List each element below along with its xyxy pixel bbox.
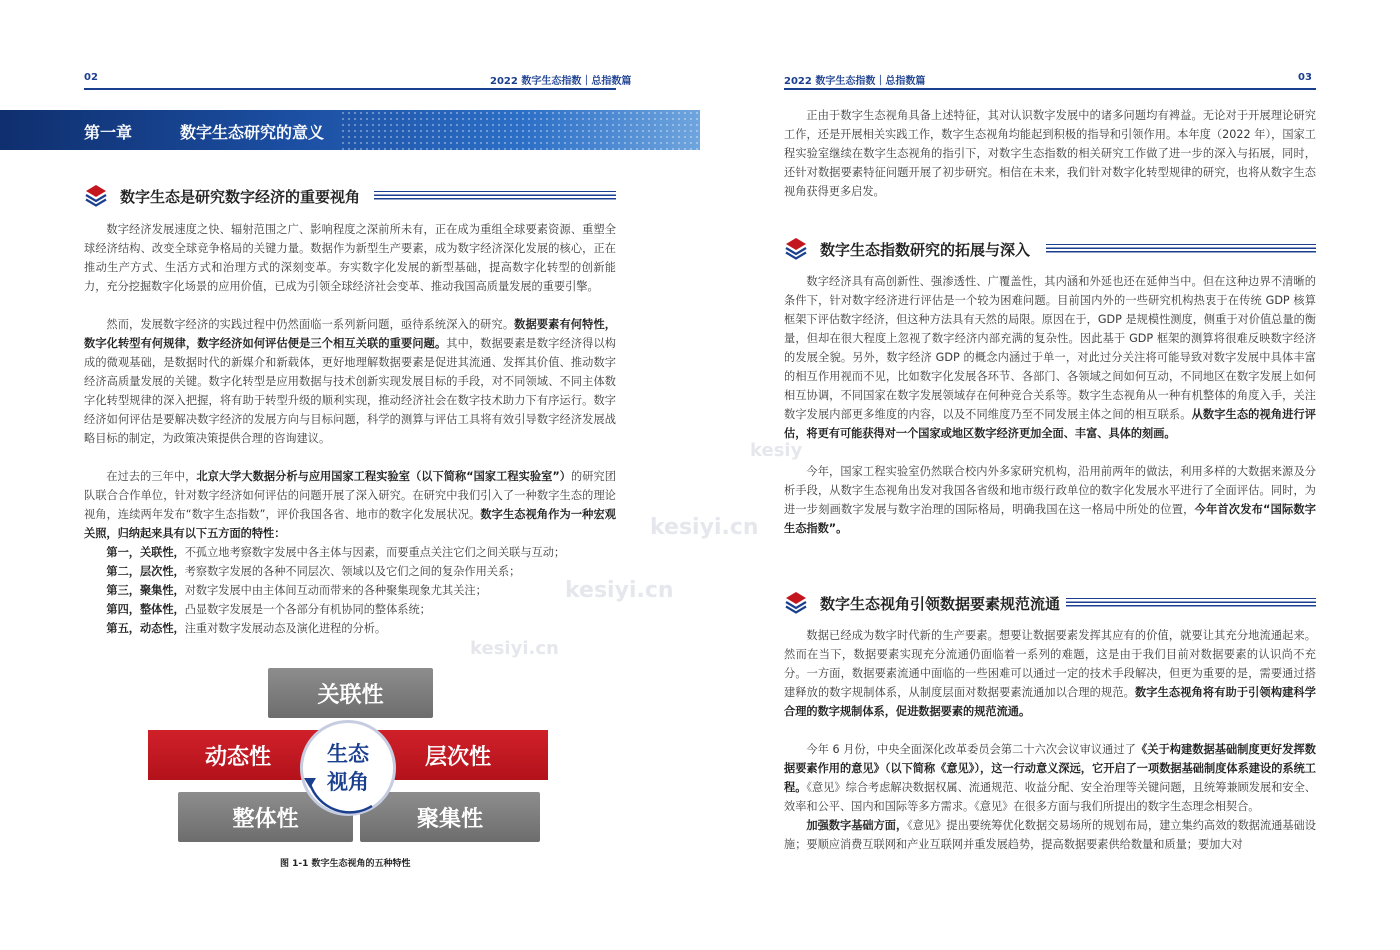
page-number-right: 03 <box>1298 72 1312 83</box>
section-decor-lines <box>374 191 616 200</box>
text-run: 其中，数据要素是数字经济得以构成的微观基础，是数据时代的新媒介和新载体，更好地理解数据要素是促进其流通、发挥其价值、推动数字经济高质量发展的关键。数字化转型是应用数据与技术创新实现发展目标的手段，对不同领域、不同主体数字化转型规律的深入把握，将有助于转型升级的顺利实现，推动经济社会在数字技术助力下有序运行。数字经济如何评估是要解决数字经济的发展方向与目标问题，科学的测算与评估工具将有效引导数字经济发展战略目标的制定，为政策决策提供合理的咨询建议。 <box>84 337 616 445</box>
watermark-text: kesiy <box>750 440 803 461</box>
section2-body <box>784 272 1316 538</box>
feature-lead: 第五，动态性， <box>106 622 185 635</box>
right-page <box>700 0 1400 950</box>
section-title: 数字生态指数研究的拓展与深入 <box>820 241 1031 259</box>
feature-text: 对数字发展中由主体间互动而带来的各种聚集现象尤其关注； <box>184 584 487 597</box>
bold-text-run: 北京大学大数据分析与应用国家工程实验室（以下简称“国家工程实验室”） <box>196 470 572 483</box>
figure-center-line1: 生态 <box>327 742 369 766</box>
bold-text-run: 今年首次发布“国际数字生态指数”。 <box>784 503 1316 535</box>
header-rule-left <box>84 88 616 90</box>
bold-text-run: 数字生态视角将有助于引领构建科学合理的数字规制体系，促进数据要素的规范流通。 <box>784 686 1316 718</box>
feature-item <box>84 581 616 600</box>
section1-body <box>84 220 616 638</box>
running-head-left: 2022 数字生态指数｜总指数篇 <box>490 76 632 87</box>
section3-body <box>784 626 1316 854</box>
figure-box-left: 动态性 <box>148 730 328 780</box>
feature-text: 不孤立地考察数字发展中各主体与因素，而要重点关注它们之间关联与互动； <box>184 546 566 559</box>
watermark-text: kesiyi.cn <box>470 638 559 659</box>
chapter-label: 第一章 <box>84 123 133 142</box>
bold-text-run: 数据要素有何特性，数字化转型有何规律，数字经济如何评估便是三个相互关联的重要问题。 <box>84 318 616 350</box>
figure-center-line2: 视角 <box>327 770 369 794</box>
section-title: 数字生态是研究数字经济的重要视角 <box>120 188 361 206</box>
section-heading-3 <box>784 590 1316 616</box>
banner-dot-pattern <box>340 110 700 150</box>
section-decor-lines <box>1046 244 1316 253</box>
text-run: 数据已经成为数字时代新的生产要素。想要让数据要素发挥其应有的价值，就要让其充分地流通起来。然而在当下，数据要素实现充分流通仍面临着一系列的难题，这是由于我们目前对数据要素的认识尚不充分。一方面，数据要素流通中面临的一些困难可以通过一定的技术手段解决，但更为重要的是，需要通过搭建释放的数字规制体系，从制度层面对数据要素流通加以合理的规范。 <box>784 629 1316 699</box>
feature-item <box>84 619 616 638</box>
layers-icon <box>784 236 808 262</box>
figure-box-bottom-left: 整体性 <box>178 792 353 842</box>
running-head-right: 2022 数字生态指数｜总指数篇 <box>784 76 926 87</box>
text-run: 在过去的三年中， <box>106 470 197 483</box>
paragraph <box>784 462 1316 538</box>
chapter-title: 数字生态研究的意义 <box>180 123 325 142</box>
text-run: 《意见》综合考虑解决数据权属、流通规范、收益分配、安全治理等关键问题，且统筹兼顾发展和安全、效率和公平、国内和国际等多方需求。《意见》在很多方面与我们所提出的数字生态理念相契合。 <box>784 781 1316 813</box>
watermark-text: kesiyi.cn <box>650 515 759 540</box>
section-heading-1 <box>84 183 616 209</box>
bold-text-run: 数字生态视角作为一种宏观关照，归纳起来具有以下五方面的特性： <box>84 508 616 540</box>
feature-lead: 第一，关联性， <box>106 546 185 559</box>
intro-body <box>784 106 1316 201</box>
feature-text: 考察数字发展的各种不同层次、领域以及它们之间的复杂作用关系； <box>184 565 521 578</box>
paragraph: 正由于数字生态视角具备上述特征，其对认识数字发展中的诸多问题均有裨益。无论对于开展理论研究工作，还是开展相关实践工作，数字生态视角均能起到积极的指导和引领作用。本年度（2022 年），国家工程实验室继续在数字生态视角的指引下，对数字生态指数的相关研究工作做了进一步的深入与拓展，同时，还针对数据要素特征问题开展了初步研究。相信在未来，我们针对数字化转型规律的研究，也将从数字生态视角获得更多启发。 <box>784 109 1316 198</box>
text-run: 《意见》提出要统筹优化数据交易场所的规划布局，建立集约高效的数据流通基础设施；要顺应消费互联网和产业互联网并重发展趋势，提高数据要素供给数量和质量；要加大对 <box>784 819 1316 851</box>
text-run: 今年 6 月份，中央全面深化改革委员会第二十六次会议审议通过了 <box>806 743 1136 756</box>
feature-lead: 第三，聚集性， <box>106 584 185 597</box>
feature-item <box>84 562 616 581</box>
feature-item <box>84 600 616 619</box>
header-rule-right <box>784 88 1316 90</box>
five-features-figure <box>148 668 548 848</box>
paragraph <box>784 626 1316 721</box>
bold-text-run: 《关于构建数据基础制度更好发挥数据要素作用的意见》（以下简称《意见》），这一行动意义深远，它开启了一项数据基础制度体系建设的系统工程。 <box>784 743 1316 794</box>
feature-text: 凸显数字发展是一个各部分有机协同的整体系统； <box>184 603 431 616</box>
feature-lead: 第二，层次性， <box>106 565 185 578</box>
bold-text-run: 从数字生态的视角进行评估，将更有可能获得对一个国家或地区数字经济更加全面、丰富、具体的刻画。 <box>784 408 1316 440</box>
paragraph <box>784 816 1316 854</box>
text-run: 数字经济具有高创新性、强渗透性、广覆盖性，其内涵和外延也还在延伸当中。但在这种边界不清晰的条件下，针对数字经济进行评估是一个较为困难问题。目前国内外的一些研究机构热衷于在传统 GDP 核算框架下评估数字经济，但这种方法具有天然的局限。原因在于，GDP 是规模性测度，侧重于对价值总量的衡量，但却在很大程度上忽视了数字经济内部充满的复杂性。因此基于 GDP 框架的测算将很难反映数字经济的发展全貌。另外，数字经济 GDP 的概念内涵过于单一，对此过分关注将可能导致对数字发展中具体丰富的相互作用视而不见，比如数字化发展各环节、各部门、各领域之间如何互动，不同地区在数字发展上如何相互协调，不同国家在数字发展领域存在何种竞合关系等。数字生态视角从一种有机整体的角度入手，关注数字发展内部更多维度的内容，以及不同维度乃至不同发展主体之间的相互联系。 <box>784 275 1316 421</box>
feature-text: 注重对数字发展动态及演化进程的分析。 <box>184 622 387 635</box>
figure-box-right: 层次性 <box>368 730 548 780</box>
figure-box-bottom-right: 聚集性 <box>360 792 540 842</box>
section-title: 数字生态视角引领数据要素规范流通 <box>820 595 1061 613</box>
figure-box-top: 关联性 <box>268 668 433 718</box>
section-heading-2 <box>784 236 1316 262</box>
figure-caption: 图 1-1 数字生态视角的五种特性 <box>280 859 411 869</box>
chapter-banner <box>0 110 700 150</box>
paragraph <box>784 272 1316 443</box>
layers-icon <box>784 590 808 616</box>
figure-center-circle <box>300 720 396 816</box>
text-run: 的研究团队联合合作单位，针对数字经济如何评估的问题开展了深入研究。在研究中我们引入了一种数字生态的理论视角，连续两年发布“数字生态指数”，评价我国各省、地市的数字化发展状况。 <box>84 470 616 521</box>
paragraph: 数字经济发展速度之快、辐射范围之广、影响程度之深前所未有，正在成为重组全球要素资源、重塑全球经济结构、改变全球竞争格局的关键力量。数据作为新型生产要素，成为数字经济深化发展的核心，正在推动生产方式、生活方式和治理方式的深刻变革。夯实数字化发展的新型基础，提高数字化转型的创新能力，充分挖掘数字化场景的应用价值，已成为引领全球经济社会变革、推动我国高质量发展的重要引擎。 <box>84 223 616 293</box>
paragraph <box>84 467 616 543</box>
bold-text-run: 加强数字基础方面， <box>806 819 908 832</box>
watermark-text: kesiyi.cn <box>565 578 674 603</box>
section-decor-lines <box>1066 598 1316 607</box>
page-number-left: 02 <box>84 72 98 83</box>
feature-lead: 第四，整体性， <box>106 603 185 616</box>
text-run: 然而，发展数字经济的实践过程中仍然面临一系列新问题，亟待系统深入的研究。 <box>106 318 515 331</box>
text-run: 今年，国家工程实验室仍然联合校内外多家研究机构，沿用前两年的做法，利用多样的大数据来源及分析手段，从数字生态视角出发对我国各省级和地市级行政单位的数字化发展水平进行了全面评估。同时，为进一步刻画数字发展与数字治理的国际格局，明确我国在这一格局中所处的位置， <box>784 465 1316 516</box>
feature-item <box>84 543 616 562</box>
layers-icon <box>84 183 108 209</box>
paragraph <box>784 740 1316 816</box>
paragraph <box>84 315 616 448</box>
